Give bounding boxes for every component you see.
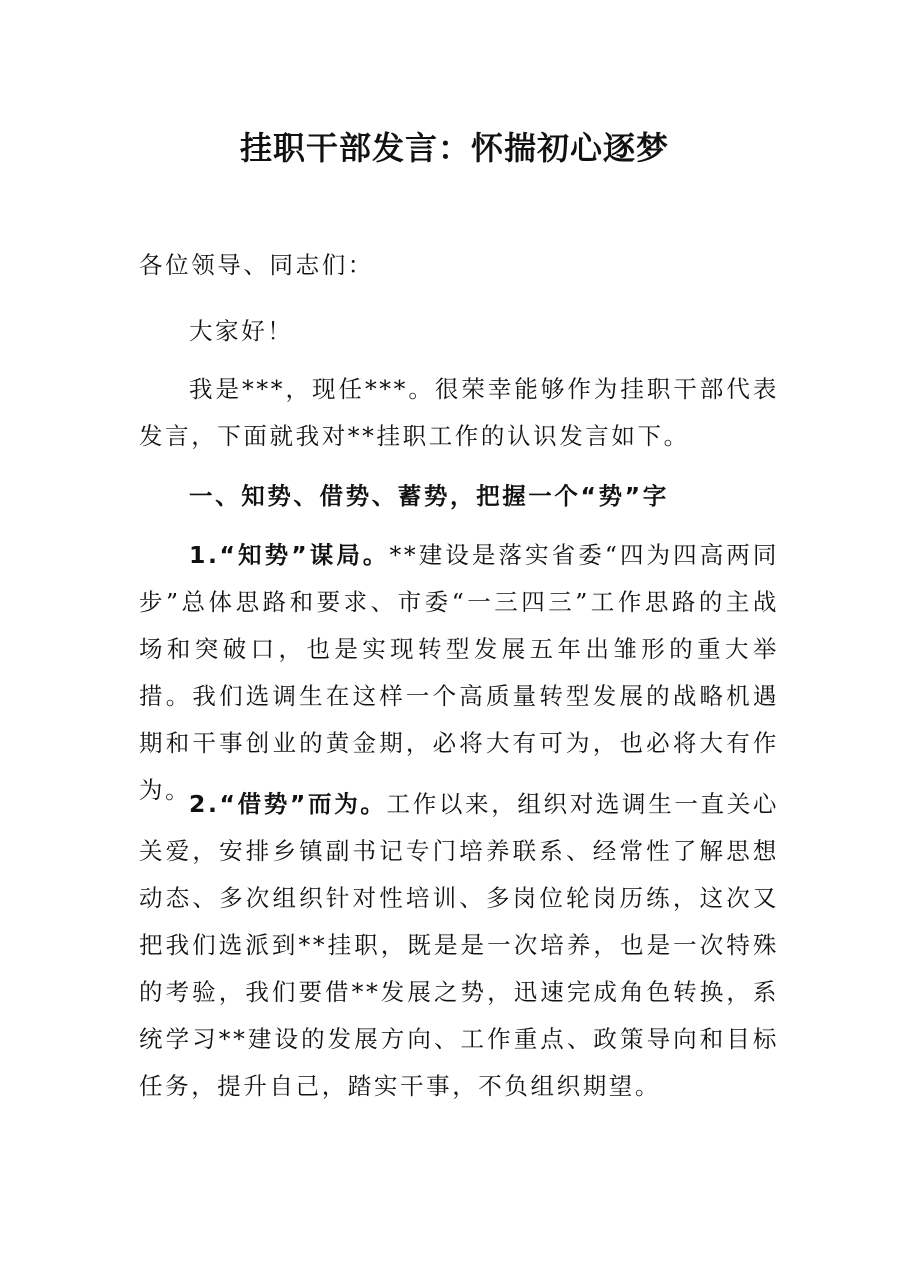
point-1-body: **建设是落实省委“四为四高两同步”总体思路和要求、市委“一三四三”工作思路的主战场和突破口，也是实现转型发展五年出雏形的重大举措。我们选调生在这样一个高质量转型发展的战略机遇期和干事创业的黄金期，必将大有可为，也必将大有作为。 bbox=[139, 541, 779, 804]
document-title: 挂职干部发言：怀揣初心逐梦 bbox=[239, 129, 669, 167]
point-1-paragraph bbox=[139, 532, 779, 814]
salutation: 各位领导、同志们： bbox=[139, 251, 374, 279]
section-1-heading: 一、知势、借势、蓄势，把握一个“势”字 bbox=[189, 482, 669, 510]
point-2-paragraph bbox=[139, 781, 779, 1110]
greeting: 大家好！ bbox=[189, 317, 294, 345]
point-2-lead: 2.“借势”而为。 bbox=[189, 790, 387, 818]
intro-paragraph: 我是***，现任***。很荣幸能够作为挂职干部代表发言，下面就我对**挂职工作的认识发言如下。 bbox=[139, 375, 779, 450]
point-1-lead: 1.“知势”谋局。 bbox=[189, 541, 390, 569]
point-2-body: 工作以来，组织对选调生一直关心关爱，安排乡镇副书记专门培养联系、经常性了解思想动态、多次组织针对性培训、多岗位轮岗历练，这次又把我们选派到**挂职，既是是一次培养，也是一次特殊的考验，我们要借**发展之势，迅速完成角色转换，系统学习**建设的发展方向、工作重点、政策导向和目标任务，提升自己，踏实干事，不负组织期望。 bbox=[139, 790, 779, 1100]
